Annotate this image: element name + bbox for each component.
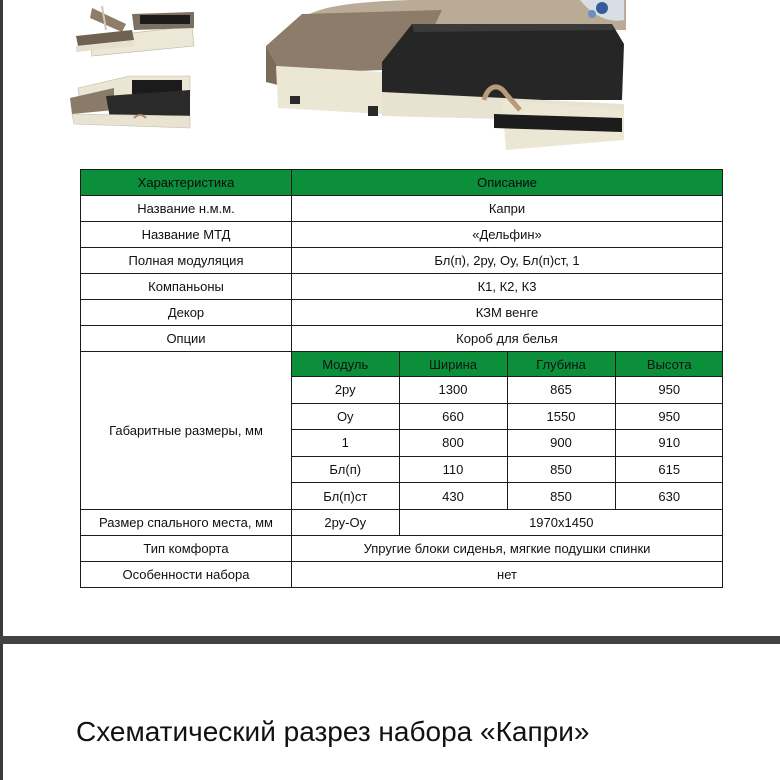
dim-cell: Оу (292, 403, 399, 430)
sleeping-area-inner (292, 510, 723, 535)
dim-cell: 660 (399, 403, 507, 430)
dimensions-label: Габаритные размеры, мм (81, 352, 292, 510)
dim-cell: 630 (658, 488, 681, 504)
dim-cell: 615 (615, 456, 723, 483)
sleeping-area-label: Размер спального места, мм (81, 509, 292, 535)
dim-cell: 910 (615, 430, 723, 457)
dim-cell: 850 (507, 456, 615, 483)
row-value: Капри (292, 196, 723, 222)
dim-cell: 1550 (507, 403, 615, 430)
comfort-label: Тип комфорта (81, 535, 292, 561)
header-characteristic: Характеристика (81, 170, 292, 196)
sofa-thumbnail-unfolded (70, 70, 192, 136)
dimensions-cell (292, 352, 723, 510)
row-value: КЗМ венге (292, 300, 723, 326)
dimensions-table (292, 352, 723, 509)
specification-table (80, 169, 723, 588)
dim-cell: Бл(п) (292, 456, 399, 483)
dim-cell: 950 (615, 403, 723, 430)
dim-header-depth: Глубина (507, 352, 615, 377)
dim-cell: 1 (292, 430, 399, 457)
row-label: Компаньоны (81, 274, 292, 300)
row-value: «Дельфин» (292, 222, 723, 248)
sleeping-area-value: 1970х1450 (529, 514, 594, 530)
set-features-value: нет (292, 561, 723, 587)
dim-header-height: Высота (615, 352, 723, 377)
row-label: Опции (81, 326, 292, 352)
dim-cell: 950 (615, 377, 723, 404)
table-row (292, 403, 723, 430)
set-features-label: Особенности набора (81, 561, 292, 587)
comfort-value: Упругие блоки сиденья, мягкие подушки спинки (292, 535, 723, 561)
row-value: К1, К2, К3 (292, 274, 723, 300)
row-label: Полная модуляция (81, 248, 292, 274)
row-label: Название МТД (81, 222, 292, 248)
section-title: Схематический разрез набора «Капри» (76, 716, 590, 747)
dim-cell: 865 (507, 377, 615, 404)
dim-cell: Бл(п)ст (292, 483, 399, 509)
dim-cell: 800 (399, 430, 507, 457)
dim-cell: 850 (507, 483, 615, 509)
table-row (292, 430, 723, 457)
table-row (292, 456, 723, 483)
row-label: Декор (81, 300, 292, 326)
row-label: Название н.м.м. (81, 196, 292, 222)
document-page-bottom (0, 644, 780, 780)
header-description: Описание (292, 170, 723, 196)
sofa-thumbnail-open (72, 0, 196, 60)
sleeping-area-module: 2ру-Оу (292, 510, 399, 535)
row-value: Бл(п), 2ру, Оу, Бл(п)ст, 1 (292, 248, 723, 274)
dim-header-module: Модуль (292, 352, 399, 377)
dim-cell: 2ру (292, 377, 399, 404)
dim-cell: 430 (399, 483, 507, 509)
sleeping-area-cell (292, 509, 723, 535)
dim-cell: 900 (507, 430, 615, 457)
table-row (292, 483, 723, 509)
dim-header-width: Ширина (399, 352, 507, 377)
sofa-main-photo (262, 0, 626, 160)
table-row (292, 377, 723, 404)
dim-cell: 1300 (399, 377, 507, 404)
row-value: Короб для белья (292, 326, 723, 352)
dim-cell: 110 (399, 456, 507, 483)
